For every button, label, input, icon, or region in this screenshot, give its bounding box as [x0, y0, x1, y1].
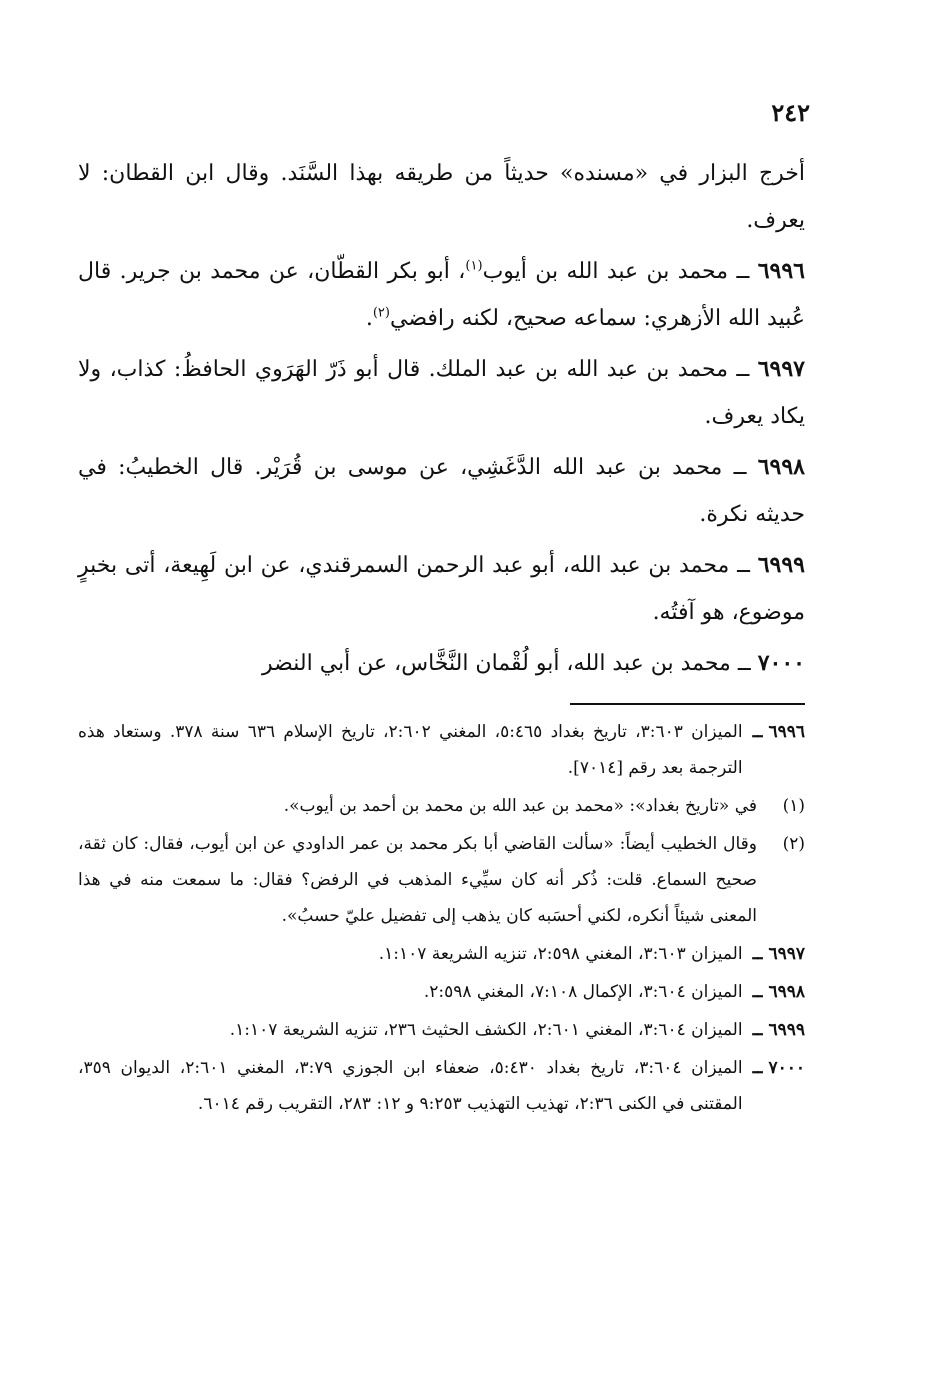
footnote-label: (٢)	[782, 834, 805, 854]
footnote-text: الميزان ٣:٦٠٣، المغني ٢:٥٩٨، تنزيه الشريعة ١:١٠٧.	[378, 944, 743, 964]
footnote-text: الميزان ٣:٦٠٣، تاريخ بغداد ٥:٤٦٥، المغني ٢:٦٠٢، تاريخ الإسلام ٦٣٦ سنة ٣٧٨. وستعاد هذه الترجمة بعد رقم [٧٠١٤].	[78, 722, 743, 778]
entry-text: ، أبو بكر القطّان، عن محمد بن جرير. قال عُبيد الله الأزهري: سماعه صحيح، لكنه رافضي	[78, 259, 805, 331]
page-number: ٢٤٢	[771, 98, 810, 127]
entry-number: ٦٩٩٦	[757, 258, 805, 284]
footnote-text: الميزان ٣:٦٠٤، الإكمال ٧:١٠٨، المغني ٢:٥٩٨.	[423, 982, 743, 1002]
entry-6996: ٦٩٩٦ ــ محمد بن عبد الله بن أيوب$^{(١)}$، أبو بكر القطّان، عن محمد بن جرير. قال عُبيد الله الأزهري: سماعه صحيح، لكنه رافضي$^{(٢)}$.	[78, 258, 805, 331]
footnotes	[78, 714, 805, 1124]
entry-number: ٧٠٠٠	[757, 650, 805, 676]
footnote-text: الميزان ٣:٦٠٤، المغني ٢:٦٠١، الكشف الحثيث ٢٣٦، تنزيه الشريعة ١:١٠٧.	[229, 1020, 743, 1040]
footnote-label: ٦٩٩٩ ــ	[752, 1020, 805, 1040]
footnote-label: ٦٩٩٨ ــ	[752, 982, 805, 1002]
footnote-6998	[78, 974, 805, 1010]
footnote-label: (١)	[782, 796, 805, 816]
entry-number: ٦٩٩٧	[757, 356, 805, 382]
footnote-7000	[78, 1050, 805, 1122]
footnote-label: ٦٩٩٦ ــ	[752, 722, 805, 742]
footnote-divider	[570, 703, 805, 705]
entry-text: محمد بن عبد الله، أبو لُقْمان النَّخَّاس، عن أبي النضر	[262, 651, 731, 676]
entry-text: محمد بن عبد الله الدَّغَشِي، عن موسى بن قُرَيْر. قال الخطيبُ: في حديثه نكرة.	[78, 455, 805, 527]
footnote-text: وقال الخطيب أيضاً: «سألت القاضي أبا بكر محمد بن عمر الداودي عن ابن أيوب، فقال: كان ثقة، صحيح السماع. قلت: ذُكر أنه كان سيِّيء المذهب في الرفض؟ فقال: ما سمعت منه في هذا المعنى شيئاً أنكره، لكني أحسَبه كان يذهب إلى تفضيل عليّ حسبُ».	[78, 834, 757, 926]
entry-text: .	[365, 306, 373, 331]
footnote-2	[78, 826, 805, 934]
footnote-6999	[78, 1012, 805, 1048]
entry-number: ٦٩٩٨	[757, 454, 805, 480]
entry-6998: ٦٩٩٨ ــ محمد بن عبد الله الدَّغَشِي، عن موسى بن قُرَيْر. قال الخطيبُ: في حديثه نكرة.	[78, 454, 805, 527]
footnote-label: ٧٠٠٠ ــ	[752, 1058, 805, 1078]
footnote-text: الميزان ٣:٦٠٤، تاريخ بغداد ٥:٤٣٠، ضعفاء ابن الجوزي ٣:٧٩، المغني ٢:٦٠١، الديوان ٣٥٩، المقتنى في الكنى ٢:٣٦، تهذيب التهذيب ٩:٢٥٣ و ١٢: ٢٨٣، التقريب رقم ٦٠١٤.	[78, 1058, 743, 1114]
entry-6997: ٦٩٩٧ ــ محمد بن عبد الله بن عبد الملك. قال أبو ذَرّ الهَرَوي الحافظُ: كذاب، ولا يكاد يعرف.	[78, 356, 805, 429]
main-text	[78, 150, 805, 691]
entry-number: ٦٩٩٩	[757, 552, 805, 578]
footnote-6997	[78, 936, 805, 972]
entry-text: محمد بن عبد الله، أبو عبد الرحمن السمرقندي، عن ابن لَهِيعة، أتى بخبرٍ موضوع، هو آفتُه.	[78, 553, 805, 625]
intro-paragraph: أخرج البزار في «مسنده» حديثاً من طريقه بهذا السَّنَد. وقال ابن القطان: لا يعرف.	[78, 161, 805, 233]
entry-7000: ٧٠٠٠ ــ محمد بن عبد الله، أبو لُقْمان النَّخَّاس، عن أبي النضر	[262, 650, 805, 676]
entry-text: محمد بن عبد الله بن عبد الملك. قال أبو ذَرّ الهَرَوي الحافظُ: كذاب، ولا يكاد يعرف.	[78, 357, 805, 429]
footnote-ref: (١)	[465, 258, 483, 274]
footnote-ref: (٢)	[372, 305, 390, 321]
entry-text: محمد بن عبد الله بن أيوب	[482, 259, 729, 284]
entry-6999: ٦٩٩٩ ــ محمد بن عبد الله، أبو عبد الرحمن السمرقندي، عن ابن لَهِيعة، أتى بخبرٍ موضوع، هو آفتُه.	[78, 552, 805, 625]
footnote-text: في «تاريخ بغداد»: «محمد بن عبد الله بن محمد بن أحمد بن أيوب».	[283, 796, 757, 816]
footnote-6996	[78, 714, 805, 786]
footnote-1	[78, 788, 805, 824]
footnote-label: ٦٩٩٧ ــ	[752, 944, 805, 964]
